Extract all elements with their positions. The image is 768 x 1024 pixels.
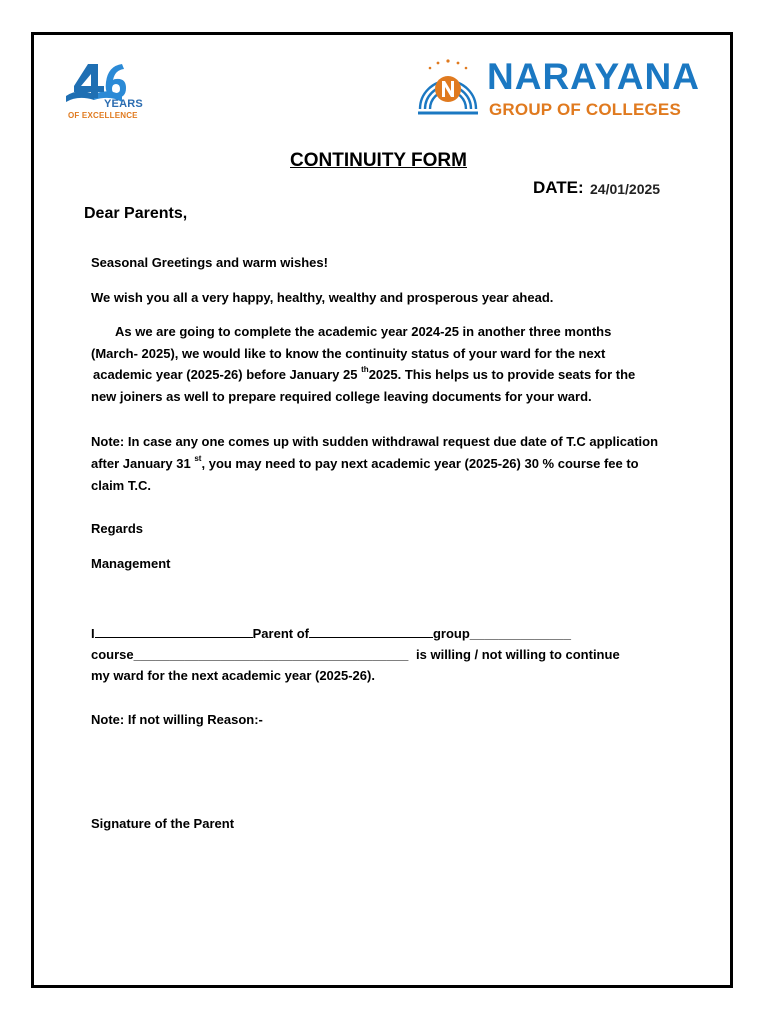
logo-excellence-text: OF EXCELLENCE	[68, 111, 138, 120]
superscript-th: th	[361, 365, 369, 374]
note-line-1: Note: In case any one comes up with sudden withdrawal request due date of T.C application	[91, 434, 659, 449]
ward-name-blank[interactable]	[309, 625, 433, 638]
date-label: DATE:	[533, 178, 584, 197]
narayana-emblem-icon	[414, 55, 482, 117]
consent-line-1	[91, 625, 571, 641]
regards: Regards	[91, 521, 144, 536]
management: Management	[91, 556, 171, 571]
greeting: Dear Parents,	[84, 205, 188, 222]
group-blank[interactable]: ______________	[469, 626, 572, 641]
paragraph-line-1: As we are going to complete the academic year 2024-25 in another three months	[115, 324, 612, 339]
consent-line-2	[91, 647, 620, 662]
date-value: 24/01/2025	[590, 181, 661, 197]
note-line-2-part-a: after January 31	[91, 456, 191, 471]
note-line-2	[91, 456, 639, 471]
college-name: NARAYANA	[487, 56, 700, 97]
paragraph-line-3-part-b: 2025. This helps us to provide seats for the	[368, 367, 636, 382]
parent-name-blank[interactable]	[95, 625, 253, 638]
consent-parent-of: Parent of	[252, 626, 309, 641]
signature-label: Signature of the Parent	[91, 816, 235, 831]
consent-course: course	[91, 647, 134, 662]
paragraph-line-4: new joiners as well to prepare required college leaving documents for your ward.	[91, 389, 592, 404]
note-line-3: claim T.C.	[91, 478, 151, 493]
paragraph-line-3	[93, 367, 635, 382]
course-blank[interactable]: ______________________________________	[133, 647, 409, 662]
consent-group: group	[432, 626, 470, 641]
form-title: CONTINUITY FORM	[290, 150, 467, 171]
consent-i: I	[91, 626, 95, 641]
consent-willing: is willing / not willing to continue	[416, 647, 620, 662]
logo-years-text: YEARS	[104, 98, 143, 110]
college-subtitle: GROUP OF COLLEGES	[489, 100, 681, 119]
reason-label: Note: If not willing Reason:-	[91, 712, 263, 727]
greetings-line: Seasonal Greetings and warm wishes!	[91, 255, 328, 270]
document-border	[31, 32, 733, 988]
wishes-line: We wish you all a very happy, healthy, wealthy and prosperous year ahead.	[91, 290, 554, 305]
paragraph-line-3-part-a: academic year (2025-26) before January 25	[93, 367, 358, 382]
consent-line-3: my ward for the next academic year (2025-26).	[91, 668, 375, 683]
paragraph-line-2: (March- 2025), we would like to know the continuity status of your ward for the next	[91, 346, 606, 361]
note-line-2-part-b: , you may need to pay next academic year (2025-26) 30 % course fee to	[201, 456, 639, 471]
superscript-st: st	[194, 454, 202, 463]
